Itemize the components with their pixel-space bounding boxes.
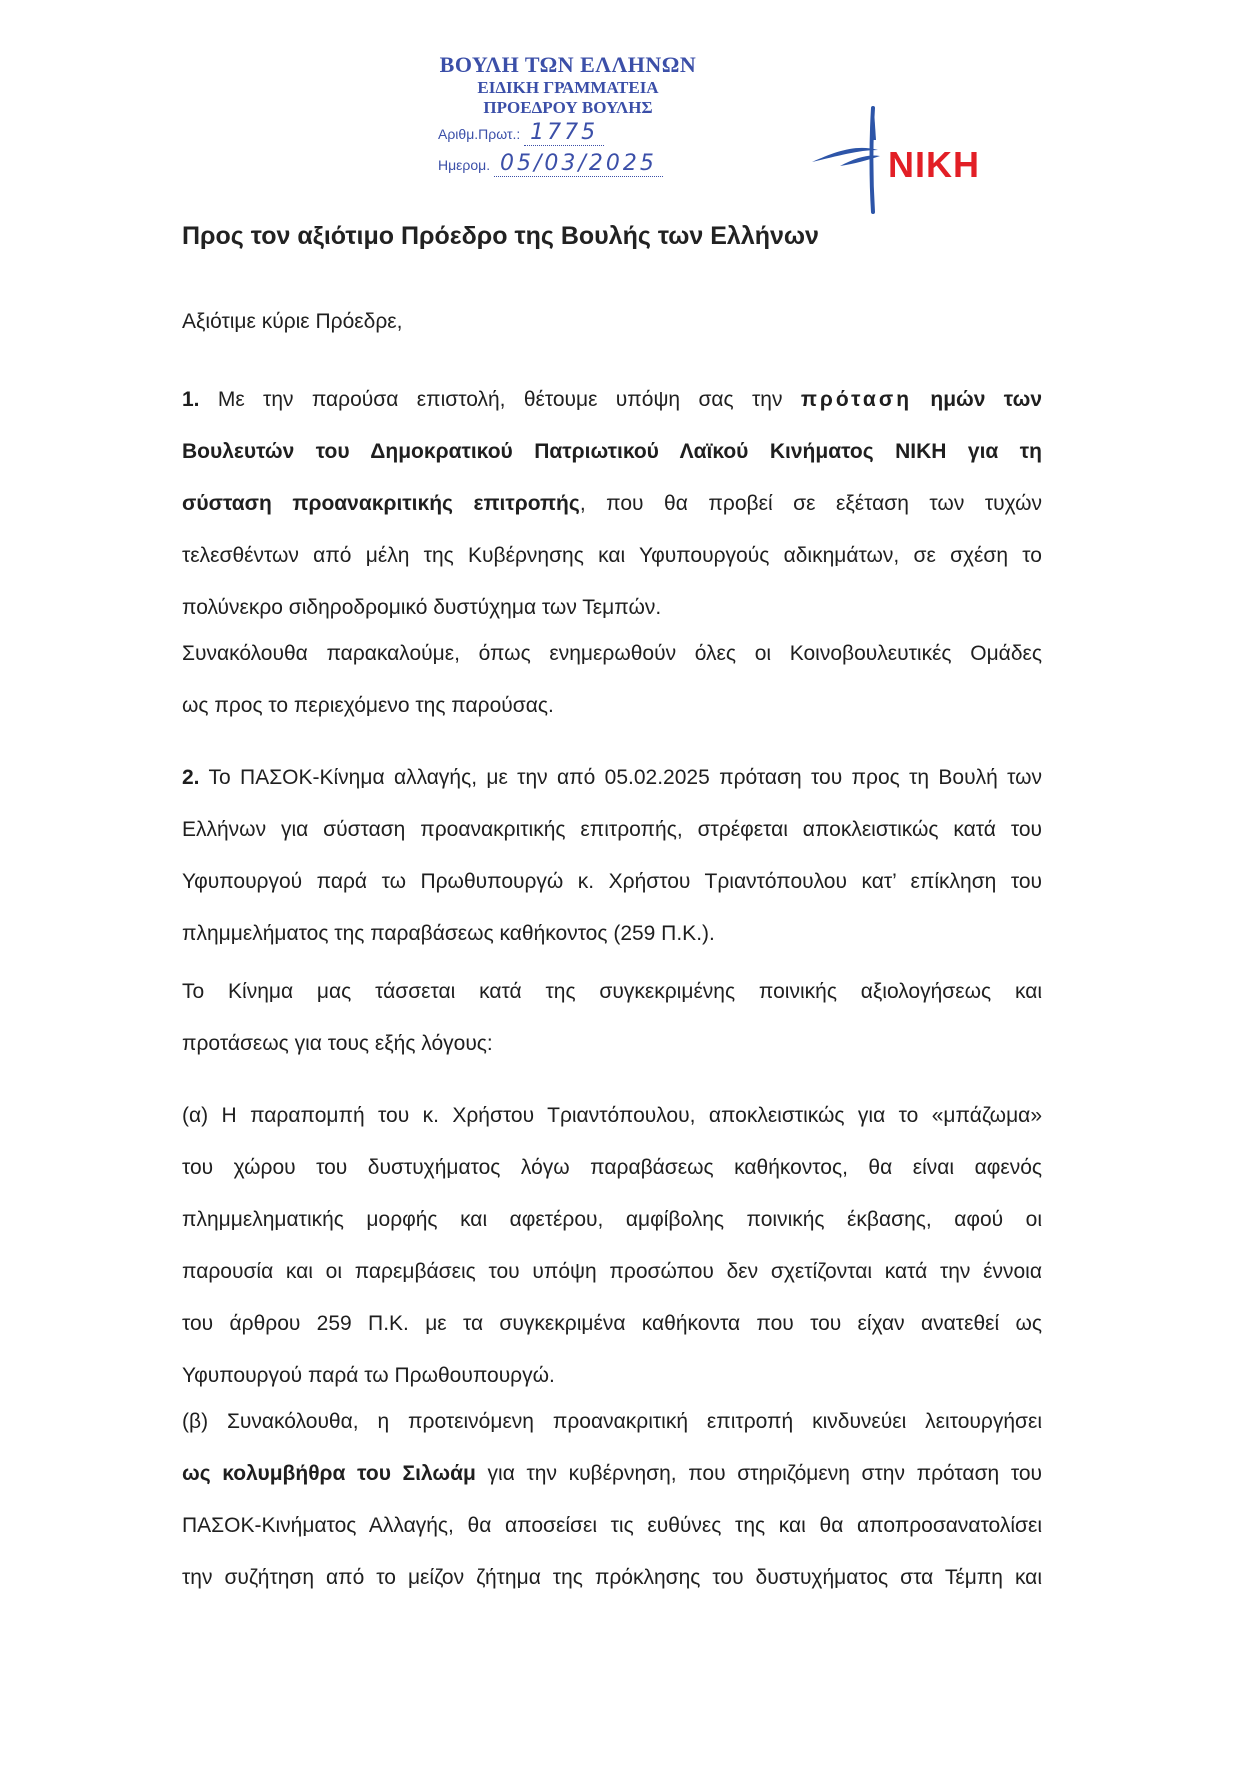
p2-line-3: Υφυπουργού παρά τω Πρωθυπουργώ κ. Χρήστου Τριαντόπουλου κατ’ επίκληση του xyxy=(182,870,1042,893)
niki-logo xyxy=(810,100,1020,220)
stamp-protocol-row xyxy=(438,118,718,149)
p3-line-1: Το Κίνημα μας τάσσεται κατά της συγκεκριμένης ποινικής αξιολογήσεως και xyxy=(182,980,1042,1003)
paragraph-a xyxy=(182,1090,1042,1402)
pa-line-4: παρουσία και οι παρεμβάσεις του υπόψη προσώπου δεν σχετίζονται κατά την έννοια xyxy=(182,1260,1042,1283)
p1-line-5: πολύνεκρο σιδηροδρομικό δυστύχημα των Τεμπών. xyxy=(182,596,662,619)
p1-text-proposal: πρόταση xyxy=(800,388,913,411)
stamp-line-3: ΠΡΟΕΔΡΟΥ ΒΟΥΛΗΣ xyxy=(483,98,653,117)
p1b-line-2: ως προς το περιεχόμενο της παρούσας. xyxy=(182,694,554,717)
stamp-line-2: ΕΙΔΙΚΗ ΓΡΑΜΜΑΤΕΙΑ xyxy=(477,78,659,97)
stamp-date-value: 05/03/2025 xyxy=(494,151,663,177)
p1-text-f: , που θα προβεί σε εξέταση των τυχών xyxy=(579,492,1042,515)
pa-line-5: του άρθρου 259 Π.Κ. με τα συγκεκριμένα καθήκοντα που του είχαν ανατεθεί ως xyxy=(182,1312,1042,1335)
pb-line-2 xyxy=(182,1448,1042,1500)
stamp-date-row xyxy=(438,149,718,180)
paragraph-1 xyxy=(182,374,1042,634)
pb-bold-phrase: ως κολυμβήθρα του Σιλωάμ xyxy=(182,1462,476,1485)
stamp-protocol-value: 1775 xyxy=(524,120,604,146)
p1-text-c: ημών των xyxy=(930,388,1043,411)
p1-number: 1. xyxy=(182,388,200,411)
pb-line-4: την συζήτηση από το μείζον ζήτημα της πρόκλησης του δυστυχήματος στα Τέμπη και xyxy=(182,1566,1042,1589)
p2-line-1 xyxy=(182,752,1042,804)
paragraph-1b xyxy=(182,628,1042,732)
salutation: Αξιότιμε κύριε Πρόεδρε, xyxy=(182,310,403,333)
paragraph-b xyxy=(182,1396,1042,1604)
p1-line-3 xyxy=(182,478,1042,530)
pa-line-6: Υφυπουργού παρά τω Πρωθουπουργώ. xyxy=(182,1364,555,1387)
stamp-protocol-label: Αριθμ.Πρωτ.: xyxy=(438,126,521,142)
pb-text-rest: για την κυβέρνηση, που στηριζόμενη στην πρόταση του xyxy=(475,1462,1042,1485)
pa-line-2: του χώρου του δυστυχήματος λόγω παραβάσεως καθήκοντος, θα είναι αφενός xyxy=(182,1156,1042,1179)
p1b-line-1: Συνακόλουθα παρακαλούμε, όπως ενημερωθούν όλες οι Κοινοβουλευτικές Ομάδες xyxy=(182,642,1042,665)
p1-text-a: Με την παρούσα επιστολή, θέτουμε υπόψη σας την xyxy=(217,388,783,411)
paragraph-2 xyxy=(182,752,1042,960)
letter-heading: Προς τον αξιότιμο Πρόεδρο της Βουλής των Ελλήνων xyxy=(182,222,819,250)
p2-text-a: Το ΠΑΣΟΚ-Κίνημα αλλαγής, με την από 05.02.2025 πρόταση του προς τη Βουλή των xyxy=(208,766,1042,789)
pa-line-3: πλημμεληματικής μορφής και αφετέρου, αμφίβολης ποινικής έκβασης, αφού οι xyxy=(182,1208,1042,1231)
niki-logo-text: ΝΙΚΗ xyxy=(888,144,980,185)
p1-line-1 xyxy=(182,374,1042,426)
p2-number: 2. xyxy=(182,766,200,789)
p1-line-2 xyxy=(182,426,1042,478)
p2-line-2: Ελλήνων για σύσταση προανακριτικής επιτροπής, στρέφεται αποκλειστικώς κατά του xyxy=(182,818,1042,841)
pb-line-3: ΠΑΣΟΚ-Κινήματος Αλλαγής, θα αποσείσει τις ευθύνες της και θα αποπροσανατολίσει xyxy=(182,1514,1042,1537)
paragraph-3 xyxy=(182,966,1042,1070)
pb-line-1: (β) Συνακόλουθα, η προτεινόμενη προανακριτική επιτροπή κινδυνεύει λειτουργήσει xyxy=(182,1410,1042,1433)
p1-text-e: σύσταση προανακριτικής επιτροπής xyxy=(182,492,580,515)
p1-text-d: Βουλευτών του Δημοκρατικού Πατριωτικού Λαϊκού Κινήματος ΝΙΚΗ για τη xyxy=(182,440,1042,463)
p1-line-4: τελεσθέντων από μέλη της Κυβέρνησης και Υφυπουργούς αδικημάτων, σε σχέση το xyxy=(182,544,1042,567)
parliament-stamp xyxy=(418,52,718,180)
stamp-date-label: Ημερομ. xyxy=(438,157,491,173)
p3-line-2: προτάσεως για τους εξής λόγους: xyxy=(182,1032,493,1055)
p2-line-4: πλημμελήματος της παραβάσεως καθήκοντος (259 Π.Κ.). xyxy=(182,922,715,945)
pa-line-1: (α) Η παραπομπή του κ. Χρήστου Τριαντόπουλου, αποκλειστικώς για το «μπάζωμα» xyxy=(182,1104,1042,1127)
stamp-line-1: ΒΟΥΛΗ ΤΩΝ ΕΛΛΗΝΩΝ xyxy=(439,52,697,77)
